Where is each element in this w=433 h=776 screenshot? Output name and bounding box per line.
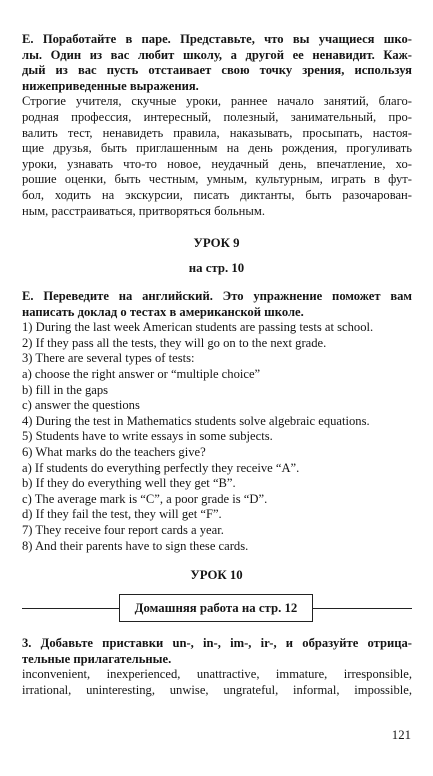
exercise-heading-line: дый из вас пусть отстаивает свою точку зрения, используя (22, 63, 412, 78)
exercise-heading-line: нижеприведенные выражения. (22, 78, 199, 93)
phrase-list-line: валить тест, ненавидеть правила, наказывать, просыпать, настоя- (22, 125, 412, 140)
sentence-line: c) answer the questions (22, 398, 140, 413)
sentence-line: 1) During the last week American students are passing tests at school. (22, 320, 374, 335)
sentence-line: d) If they fail the test, they will get “F”. (22, 507, 222, 522)
sentence-line: 2) If they pass all the tests, they will go on to the next grade. (22, 335, 327, 350)
page-number: 121 (391, 728, 411, 742)
exercise-heading-line: 3. Добавьте приставки un-, in-, im-, ir-, и образуйте отрица- (22, 636, 412, 650)
sentence-line: b) If they do everything well they get “B”. (22, 476, 236, 491)
exercise-heading-line: лы. Один из вас любит школу, а другой ее ненавидит. Каж- (22, 47, 412, 62)
exercise-heading-line: Е. Поработайте в паре. Представьте, что вы учащиеся шко- (22, 32, 412, 46)
phrase-list-line: щие друзья, быть приглашенным на день рождения, прогуливать (22, 141, 412, 156)
sentence-line: 8) And their parents have to sign these cards. (22, 538, 249, 553)
lesson-9-title: УРОК 9 (193, 236, 240, 250)
phrase-list-line: бол, ходить на экскурсии, писать диктанты, быть разочарован- (22, 187, 412, 202)
exercise-heading-line: Е. Переведите на английский. Это упражнение поможет вам (22, 289, 412, 303)
homework-banner (22, 594, 412, 624)
phrase-list-line: родная профессия, интересный, полезный, занимательный, про- (22, 109, 412, 124)
sentence-line: b) fill in the gaps (22, 382, 109, 397)
phrase-list-line: ным, расстраиваться, притворяться больным. (22, 203, 265, 218)
exercise-e-translate (22, 289, 412, 554)
sentence-line: a) If students do everything perfectly they receive “A”. (22, 460, 300, 475)
sentence-line: 5) Students have to write essays in some subjects. (22, 429, 273, 444)
word-list-line: irrational, uninteresting, unwise, ungrateful, informal, impossible, (22, 682, 412, 697)
exercise-e-discussion (22, 32, 412, 219)
sentence-line: a) choose the right answer or “multiple choice” (22, 366, 261, 381)
exercise-heading-line: тельные прилагательные. (22, 651, 172, 666)
sentence-line: 4) During the test in Mathematics students solve algebraic equations. (22, 413, 370, 428)
sentence-line: 3) There are several types of tests: (22, 351, 195, 366)
exercise-heading-line: написать доклад о тестах в американской школе. (22, 304, 304, 319)
lesson-10-title: УРОК 10 (190, 568, 243, 582)
lesson-9-page-ref: на стр. 10 (188, 261, 245, 275)
left-rule (22, 608, 119, 609)
phrase-list-line: рошие оценки, быть честным, умным, культурным, играть в фут- (22, 172, 412, 187)
exercise-3 (22, 636, 412, 698)
sentence-line: 7) They receive four report cards a year. (22, 522, 224, 537)
word-list-line: inconvenient, inexperienced, unattractive, immature, irresponsible, (22, 667, 412, 682)
sentence-line: 6) What marks do the teachers give? (22, 444, 206, 459)
homework-label-box: Домашняя работа на стр. 12 (119, 594, 313, 622)
phrase-list-line: уроки, узнавать что-то новое, неудачный день, впечатление, хо- (22, 156, 412, 171)
sentence-line: c) The average mark is “C”, a poor grade is “D”. (22, 491, 268, 506)
right-rule (313, 608, 412, 609)
phrase-list-line: Строгие учителя, скучные уроки, раннее начало занятий, благо- (22, 94, 412, 109)
